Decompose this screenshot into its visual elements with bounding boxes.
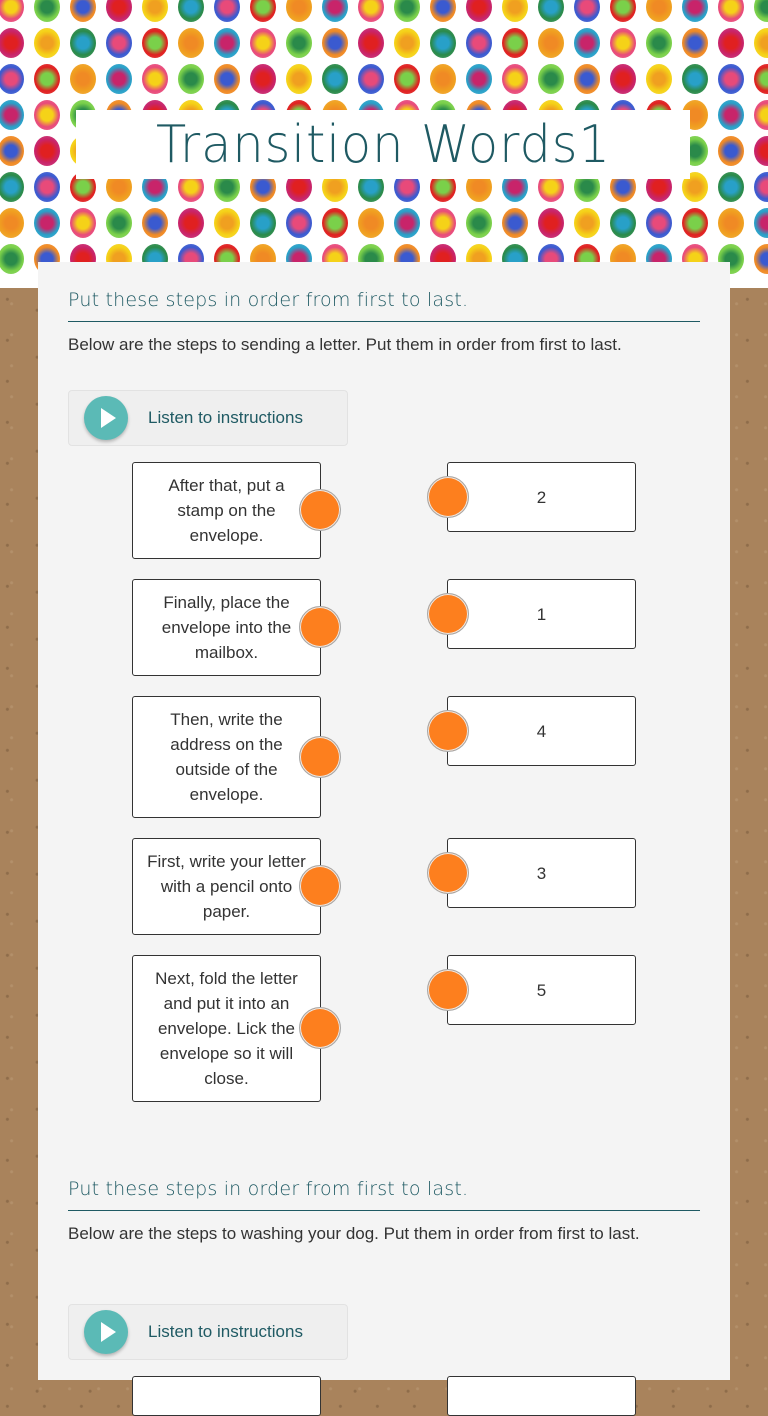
left-match-item[interactable] <box>132 579 321 676</box>
polka-dot <box>682 0 708 22</box>
polka-dot <box>214 208 240 238</box>
polka-dot <box>0 136 24 166</box>
polka-dot <box>0 64 24 94</box>
polka-dot <box>574 208 600 238</box>
listen-label: Listen to instructions <box>148 1322 303 1341</box>
polka-dot <box>430 0 456 22</box>
connector-knob[interactable] <box>299 489 341 531</box>
worksheet <box>38 262 730 1380</box>
item-text: Then, write the address on the outside of the envelope. <box>170 710 283 804</box>
polka-dot <box>502 64 528 94</box>
polka-dot <box>250 28 276 58</box>
polka-dot <box>286 0 312 22</box>
connector-knob[interactable] <box>427 476 469 518</box>
polka-dot <box>394 0 420 22</box>
polka-dot <box>502 0 528 22</box>
section-title: Put these steps in order from first to last. <box>68 1178 700 1211</box>
polka-dot <box>250 64 276 94</box>
right-match-item[interactable] <box>447 838 636 908</box>
polka-dot <box>646 208 672 238</box>
item-text: Next, fold the letter and put it into an envelope. Lick the envelope so it will close. <box>155 969 298 1088</box>
polka-dot <box>754 136 768 166</box>
polka-dot <box>106 64 132 94</box>
polka-dot <box>394 208 420 238</box>
polka-dot <box>34 64 60 94</box>
play-icon[interactable] <box>84 1310 128 1354</box>
polka-dot <box>70 208 96 238</box>
polka-dot <box>178 64 204 94</box>
polka-dot <box>574 0 600 22</box>
polka-dot <box>34 28 60 58</box>
polka-dot <box>250 0 276 22</box>
polka-dot <box>718 64 744 94</box>
polka-dot <box>178 28 204 58</box>
section-title: Put these steps in order from first to last. <box>68 289 700 322</box>
polka-dot <box>34 0 60 22</box>
polka-dot <box>70 0 96 22</box>
polka-dot <box>754 28 768 58</box>
polka-dot <box>358 208 384 238</box>
item-number: 2 <box>536 487 547 507</box>
polka-dot <box>754 64 768 94</box>
polka-dot <box>34 208 60 238</box>
polka-dot <box>466 0 492 22</box>
polka-dot <box>754 244 768 274</box>
polka-dot <box>610 208 636 238</box>
polka-dot <box>70 64 96 94</box>
left-match-item[interactable] <box>132 955 321 1102</box>
polka-dot <box>502 28 528 58</box>
polka-dot <box>754 172 768 202</box>
connector-knob[interactable] <box>427 852 469 894</box>
polka-dot <box>466 28 492 58</box>
polka-dot <box>0 208 24 238</box>
polka-dot <box>538 28 564 58</box>
polka-dot <box>718 28 744 58</box>
polka-dot <box>430 208 456 238</box>
polka-dot <box>718 172 744 202</box>
polka-dot <box>106 0 132 22</box>
polka-dot <box>178 0 204 22</box>
polka-dot <box>466 64 492 94</box>
polka-dot <box>574 28 600 58</box>
right-match-item[interactable] <box>447 1376 636 1416</box>
polka-dot <box>466 208 492 238</box>
polka-dot <box>394 28 420 58</box>
polka-dot <box>142 28 168 58</box>
polka-dot <box>0 172 24 202</box>
connector-knob[interactable] <box>299 1007 341 1049</box>
polka-dot <box>214 28 240 58</box>
section-description: Below are the steps to washing your dog. Put them in order from first to last. <box>68 1224 640 1243</box>
polka-dot <box>682 64 708 94</box>
polka-dot <box>250 208 276 238</box>
left-match-item[interactable] <box>132 1376 321 1416</box>
polka-dot <box>754 0 768 22</box>
polka-dot <box>754 208 768 238</box>
polka-dot <box>142 208 168 238</box>
polka-dot <box>718 208 744 238</box>
polka-dot <box>178 208 204 238</box>
polka-dot <box>394 64 420 94</box>
polka-dot <box>682 28 708 58</box>
left-match-item[interactable] <box>132 696 321 818</box>
page-title: Transition Words1 <box>155 114 611 175</box>
polka-dot <box>718 100 744 130</box>
polka-dot <box>538 0 564 22</box>
connector-knob[interactable] <box>427 593 469 635</box>
polka-dot <box>286 208 312 238</box>
polka-dot <box>214 64 240 94</box>
item-number: 4 <box>536 721 547 741</box>
polka-dot <box>610 0 636 22</box>
item-number: 3 <box>536 863 547 883</box>
polka-dot <box>0 0 24 22</box>
polka-dot <box>754 100 768 130</box>
play-icon[interactable] <box>84 396 128 440</box>
header-banner <box>0 0 768 288</box>
polka-dot <box>322 208 348 238</box>
right-match-item[interactable] <box>447 462 636 532</box>
polka-dot <box>358 28 384 58</box>
item-number: 1 <box>536 604 547 624</box>
right-match-item[interactable] <box>447 579 636 649</box>
connector-knob[interactable] <box>427 710 469 752</box>
polka-dot <box>34 172 60 202</box>
section-description: Below are the steps to sending a letter. Put them in order from first to last. <box>68 335 622 354</box>
polka-dot <box>430 28 456 58</box>
polka-dot <box>0 244 24 274</box>
polka-dot <box>682 208 708 238</box>
polka-dot <box>0 28 24 58</box>
polka-dot <box>538 208 564 238</box>
polka-dot <box>430 64 456 94</box>
polka-dot <box>70 28 96 58</box>
title-box <box>76 110 690 179</box>
section-sending-letter <box>68 289 700 357</box>
polka-dot <box>34 136 60 166</box>
left-match-item[interactable] <box>132 838 321 935</box>
item-text: After that, put a stamp on the envelope. <box>168 476 285 545</box>
polka-dot <box>610 28 636 58</box>
listen-instructions-button[interactable] <box>68 390 348 446</box>
polka-dot <box>142 64 168 94</box>
polka-dot <box>322 28 348 58</box>
polka-dot <box>718 0 744 22</box>
polka-dot <box>214 0 240 22</box>
connector-knob[interactable] <box>299 736 341 778</box>
polka-dot <box>322 0 348 22</box>
polka-dot <box>142 0 168 22</box>
polka-dot <box>106 28 132 58</box>
polka-dot <box>538 64 564 94</box>
polka-dot <box>34 100 60 130</box>
polka-dot <box>610 64 636 94</box>
polka-dot <box>0 100 24 130</box>
polka-dot <box>646 64 672 94</box>
section-washing-dog <box>68 1178 700 1246</box>
item-number: 5 <box>536 980 547 1000</box>
polka-dot <box>286 64 312 94</box>
right-match-item[interactable] <box>447 955 636 1025</box>
polka-dot <box>574 64 600 94</box>
connector-knob[interactable] <box>299 865 341 907</box>
item-text: Finally, place the envelope into the mailbox. <box>161 593 292 662</box>
polka-dot <box>106 208 132 238</box>
polka-dot <box>502 208 528 238</box>
item-text: First, write your letter with a pencil onto paper. <box>147 852 306 921</box>
polka-dot <box>646 0 672 22</box>
connector-knob[interactable] <box>427 969 469 1011</box>
polka-dot <box>646 28 672 58</box>
listen-instructions-button[interactable] <box>68 1304 348 1360</box>
right-match-item[interactable] <box>447 696 636 766</box>
polka-dot <box>286 28 312 58</box>
polka-dot <box>358 0 384 22</box>
listen-label: Listen to instructions <box>148 408 303 427</box>
polka-dot <box>322 64 348 94</box>
connector-knob[interactable] <box>299 606 341 648</box>
polka-dot <box>718 136 744 166</box>
left-match-item[interactable] <box>132 462 321 559</box>
polka-dot <box>358 64 384 94</box>
